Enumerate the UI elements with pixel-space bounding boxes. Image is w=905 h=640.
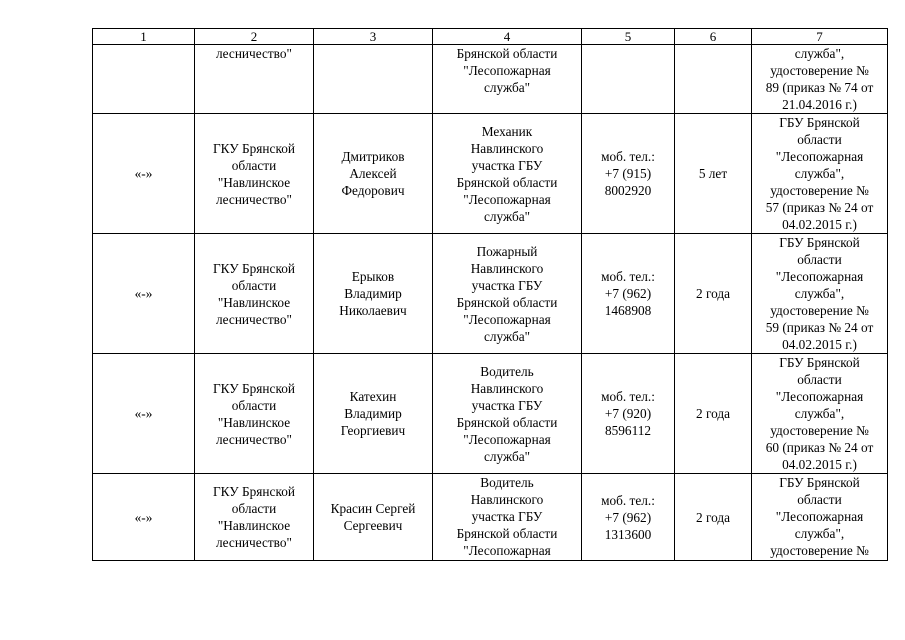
table-row xyxy=(93,45,888,114)
cell-certificate: ГБУ Брянской области "Лесопожарная служба", удостоверение № xyxy=(752,474,888,561)
cell-number: «-» xyxy=(93,234,195,354)
cell-experience: 2 года xyxy=(675,354,752,474)
cell-certificate: ГБУ Брянской области "Лесопожарная служба", удостоверение № 60 (приказ № 24 от 04.02.2015 г.) xyxy=(752,354,888,474)
cell-name: Катехин Владимир Георгиевич xyxy=(314,354,433,474)
column-header-6: 6 xyxy=(675,29,752,45)
cell-name: Ерыков Владимир Николаевич xyxy=(314,234,433,354)
cell-organization: лесничество" xyxy=(195,45,314,114)
cell-position: Брянской области "Лесопожарная служба" xyxy=(433,45,582,114)
cell-name: Дмитриков Алексей Федорович xyxy=(314,114,433,234)
table-row xyxy=(93,474,888,561)
header-row xyxy=(93,29,888,45)
cell-name: Красин Сергей Сергеевич xyxy=(314,474,433,561)
cell-phone: моб. тел.: +7 (962) 1313600 xyxy=(582,474,675,561)
column-header-1: 1 xyxy=(93,29,195,45)
cell-experience: 5 лет xyxy=(675,114,752,234)
cell-name xyxy=(314,45,433,114)
cell-certificate: ГБУ Брянской области "Лесопожарная служба", удостоверение № 59 (приказ № 24 от 04.02.2015 г.) xyxy=(752,234,888,354)
table-row xyxy=(93,114,888,234)
cell-position: Водитель Навлинского участка ГБУ Брянской области "Лесопожарная xyxy=(433,474,582,561)
column-header-5: 5 xyxy=(582,29,675,45)
cell-experience: 2 года xyxy=(675,234,752,354)
cell-certificate: служба", удостоверение № 89 (приказ № 74 от 21.04.2016 г.) xyxy=(752,45,888,114)
column-header-3: 3 xyxy=(314,29,433,45)
cell-organization: ГКУ Брянской области "Навлинское лесничество" xyxy=(195,474,314,561)
column-header-4: 4 xyxy=(433,29,582,45)
cell-phone: моб. тел.: +7 (920) 8596112 xyxy=(582,354,675,474)
cell-experience xyxy=(675,45,752,114)
cell-position: Механик Навлинского участка ГБУ Брянской области "Лесопожарная служба" xyxy=(433,114,582,234)
cell-organization: ГКУ Брянской области "Навлинское лесничество" xyxy=(195,354,314,474)
cell-position: Пожарный Навлинского участка ГБУ Брянской области "Лесопожарная служба" xyxy=(433,234,582,354)
cell-number xyxy=(93,45,195,114)
column-header-7: 7 xyxy=(752,29,888,45)
cell-number: «-» xyxy=(93,114,195,234)
table-row xyxy=(93,234,888,354)
cell-experience: 2 года xyxy=(675,474,752,561)
cell-phone xyxy=(582,45,675,114)
cell-certificate: ГБУ Брянской области "Лесопожарная служба", удостоверение № 57 (приказ № 24 от 04.02.2015 г.) xyxy=(752,114,888,234)
cell-organization: ГКУ Брянской области "Навлинское лесничество" xyxy=(195,114,314,234)
cell-position: Водитель Навлинского участка ГБУ Брянской области "Лесопожарная служба" xyxy=(433,354,582,474)
cell-number: «-» xyxy=(93,474,195,561)
cell-number: «-» xyxy=(93,354,195,474)
staff-table xyxy=(92,28,888,561)
cell-phone: моб. тел.: +7 (962) 1468908 xyxy=(582,234,675,354)
table-row xyxy=(93,354,888,474)
cell-phone: моб. тел.: +7 (915) 8002920 xyxy=(582,114,675,234)
column-header-2: 2 xyxy=(195,29,314,45)
cell-organization: ГКУ Брянской области "Навлинское лесничество" xyxy=(195,234,314,354)
